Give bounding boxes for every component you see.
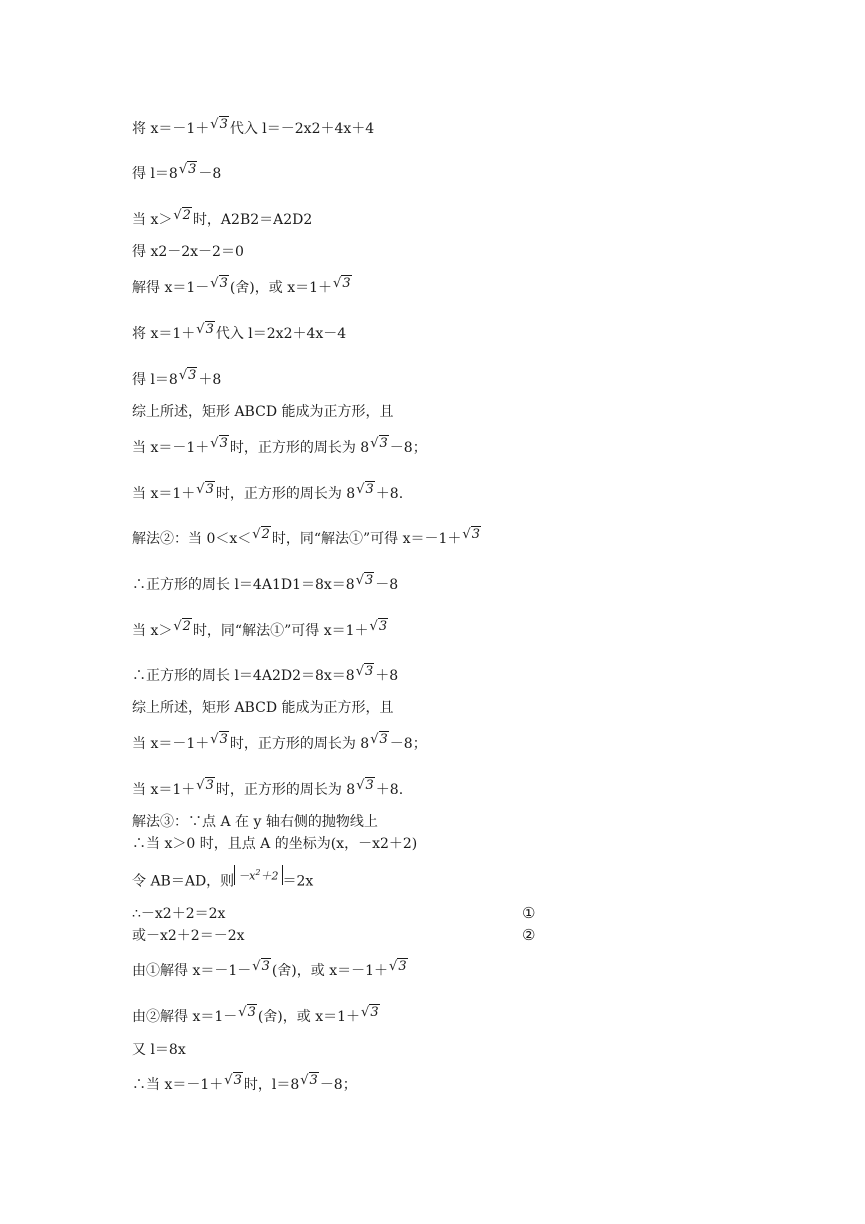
text: 时，同“解法①”可得 x＝1＋ xyxy=(192,623,369,639)
text: －8 xyxy=(198,166,222,182)
text: ∴当 x＝－1＋ xyxy=(132,1077,224,1093)
text-line xyxy=(132,812,378,832)
text-line xyxy=(132,780,403,801)
text-line xyxy=(132,278,353,299)
text: (舍)，或 x＝1＋ xyxy=(229,280,333,296)
text-line xyxy=(132,164,221,185)
text: 解法②：当 0＜x＜ xyxy=(132,531,252,547)
sqrt-3: √3 xyxy=(389,959,407,974)
text: 当 x＝1＋ xyxy=(132,782,196,798)
equation-number-1: ① xyxy=(522,904,536,922)
text: 得 l＝8 xyxy=(132,372,178,388)
text: 综上所述，矩形 ABCD 能成为正方形，且 xyxy=(132,404,394,420)
sqrt-3: √3 xyxy=(196,322,214,337)
sqrt-3: √3 xyxy=(196,778,214,793)
text: 综上所述，矩形 ABCD 能成为正方形，且 xyxy=(132,700,394,716)
text-line xyxy=(132,575,398,596)
text: －8； xyxy=(389,736,427,752)
text: ∴－x2＋2＝2x xyxy=(132,906,226,922)
text: －8； xyxy=(389,440,427,456)
text: ∴当 x＞0 时，且点 A 的坐标为(x，－x2＋2) xyxy=(132,836,418,852)
text: 将 x＝－1＋ xyxy=(132,121,210,137)
text: ∴正方形的周长 l＝4A1D1＝8x＝8 xyxy=(132,577,355,593)
text-line xyxy=(132,119,374,140)
sqrt-3: √3 xyxy=(369,619,388,634)
text: 当 x＝－1＋ xyxy=(132,440,210,456)
text: 或－x2＋2＝－2x xyxy=(132,928,245,944)
text-line xyxy=(132,210,312,231)
sqrt-3: √3 xyxy=(210,117,228,132)
sqrt-3: √3 xyxy=(355,573,374,588)
text-line xyxy=(132,529,482,550)
text-line xyxy=(132,926,245,946)
text: ＋8. xyxy=(375,782,404,798)
text: 得 l＝8 xyxy=(132,166,178,182)
text-line xyxy=(132,734,427,755)
sqrt-3: √3 xyxy=(210,732,228,747)
text: 代入 l＝－2x2＋4x＋4 xyxy=(229,121,375,137)
text: (舍)，或 x＝1＋ xyxy=(257,1009,361,1025)
text: 时，正方形的周长为 8 xyxy=(229,736,370,752)
text: 得 x2－2x－2＝0 xyxy=(132,244,244,260)
text-line xyxy=(132,834,417,854)
text-line xyxy=(132,1040,186,1060)
text-line xyxy=(132,698,394,718)
text: 当 x＝－1＋ xyxy=(132,736,210,752)
absolute-value: $-x^2+2$ xyxy=(234,865,282,885)
text: 当 x＞ xyxy=(132,623,173,639)
text: 时，l＝8 xyxy=(243,1077,300,1093)
text: 代入 l＝2x2＋4x－4 xyxy=(215,326,347,342)
sqrt-2: √2 xyxy=(173,619,191,634)
text-line xyxy=(132,484,403,505)
text: 由②解得 x＝1－ xyxy=(132,1009,238,1025)
text-line xyxy=(132,1075,357,1096)
sqrt-3: √3 xyxy=(356,778,374,793)
text-line xyxy=(132,324,346,345)
text: ＝2x xyxy=(282,873,314,890)
text: －8 xyxy=(375,577,399,593)
text: 解法③：∵点 A 在 y 轴右侧的抛物线上 xyxy=(132,814,378,830)
text: 时，正方形的周长为 8 xyxy=(215,486,356,502)
sqrt-3: √3 xyxy=(224,1073,242,1088)
sqrt-3: √3 xyxy=(196,482,214,497)
text-line xyxy=(132,868,314,892)
text: 时，同“解法①”可得 x＝－1＋ xyxy=(271,531,462,547)
text-line xyxy=(132,666,398,687)
sqrt-3: √3 xyxy=(210,436,228,451)
text: 解得 x＝1－ xyxy=(132,280,210,296)
text: 将 x＝1＋ xyxy=(132,326,196,342)
sqrt-3: √3 xyxy=(178,368,197,383)
text-line xyxy=(132,904,225,924)
sqrt-3: √3 xyxy=(355,664,374,679)
sqrt-3: √3 xyxy=(370,732,388,747)
text-line xyxy=(132,621,389,642)
sqrt-3: √3 xyxy=(333,276,351,291)
sqrt-3: √3 xyxy=(462,527,480,542)
sqrt-3: √3 xyxy=(178,162,197,177)
text: ＋8. xyxy=(375,486,404,502)
text-line xyxy=(132,961,409,982)
text: 时，正方形的周长为 8 xyxy=(229,440,370,456)
text: 时，正方形的周长为 8 xyxy=(215,782,356,798)
text-line xyxy=(132,438,427,459)
text: 令 AB＝AD，则 xyxy=(132,873,235,890)
text: －8； xyxy=(319,1077,357,1093)
text-line xyxy=(132,370,221,391)
text: ∴正方形的周长 l＝4A2D2＝8x＝8 xyxy=(132,668,355,684)
text: ＋8 xyxy=(375,668,399,684)
text: 由①解得 x＝－1－ xyxy=(132,963,252,979)
sqrt-3: √3 xyxy=(238,1005,256,1020)
sqrt-3: √3 xyxy=(252,959,270,974)
text: 又 l＝8x xyxy=(132,1042,186,1058)
text: 当 x＞ xyxy=(132,212,173,228)
text: 时，A2B2＝A2D2 xyxy=(192,212,313,228)
sqrt-3: √3 xyxy=(361,1005,379,1020)
sqrt-2: √2 xyxy=(173,208,191,223)
text: 当 x＝1＋ xyxy=(132,486,196,502)
sqrt-2: √2 xyxy=(252,527,270,542)
equation-number-2: ② xyxy=(522,926,536,944)
sqrt-3: √3 xyxy=(300,1073,318,1088)
text-line xyxy=(132,402,394,422)
sqrt-3: √3 xyxy=(370,436,388,451)
sqrt-3: √3 xyxy=(210,276,228,291)
text: (舍)，或 x＝－1＋ xyxy=(271,963,389,979)
text-line xyxy=(132,242,244,262)
text-line xyxy=(132,1007,381,1028)
text: ＋8 xyxy=(198,372,222,388)
sqrt-3: √3 xyxy=(356,482,374,497)
